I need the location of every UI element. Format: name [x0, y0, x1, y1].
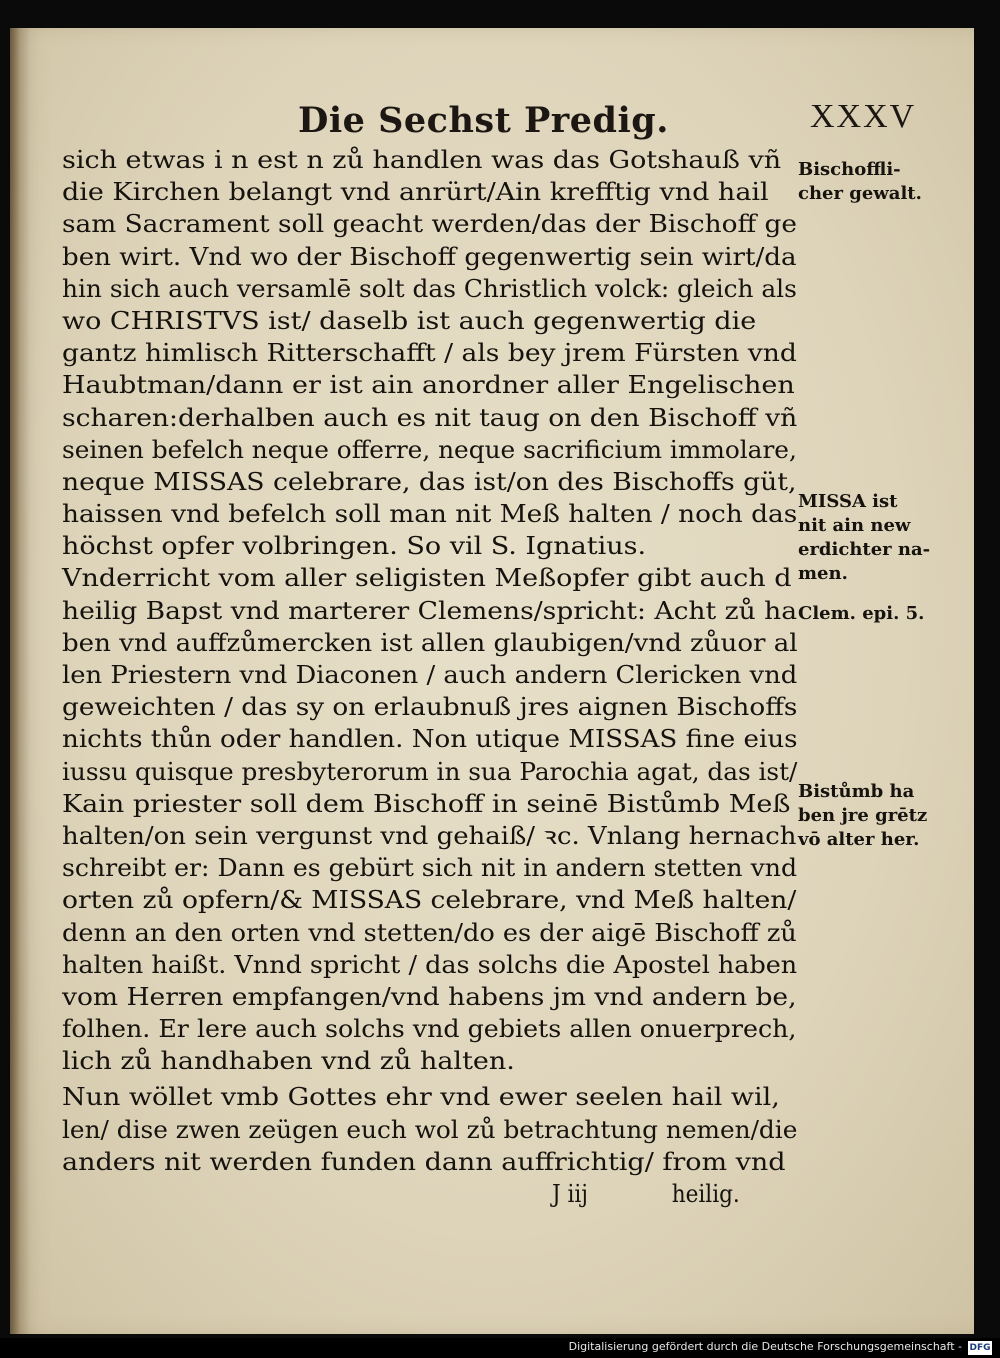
book-page [10, 28, 974, 1334]
text-line: denn an den orten vnd stetten/do es der aigē Bischoff zů [62, 918, 797, 947]
marginal-note-text: MISSA ist nit ain new erdichter na- men. [798, 491, 931, 584]
catchword-line [62, 1178, 802, 1210]
text-line: halten/on sein vergunst vnd gehaiß/ ꝛc. Vnlang hernach [62, 821, 797, 850]
signature-mark: J iij [552, 1180, 588, 1208]
text-line: gantz himlisch Ritterschafft / als bey jrem Fürsten vnd [62, 339, 797, 368]
folio-number: XXXV [810, 98, 917, 135]
text-line: höchst opfer volbringen. So vil S. Ignatius. [62, 532, 647, 561]
text-line: hin sich auch versamlē solt das Christlich volck: gleich als [62, 274, 797, 303]
text-line: anders nit werden funden dann auffrichtig/ from vnd [62, 1147, 786, 1176]
text-line: seinen befelch neque offerre, neque sacrificium immolare, [62, 435, 797, 464]
text-line: heilig Bapst vnd marterer Clemens/spricht: Acht zů ha [62, 596, 798, 625]
funding-credit: Digitalisierung gefördert durch die Deutsche Forschungsgemeinschaft - [568, 1340, 962, 1353]
text-line: orten zů opfern/& MISSAS celebrare, vnd Meß halten/ [62, 886, 797, 915]
text-line: ben vnd auffzůmercken ist allen glaubigen/vnd zůuor al [62, 628, 798, 657]
text-line: scharen:derhalben auch es nit taug on den Bischoff vñ [62, 403, 798, 432]
text-line: Kain priester soll dem Bischoff in seinē Bistůmb Meß [62, 789, 791, 818]
text-line: folhen. Er lere auch solchs vnd gebiets allen onuerprech, [62, 1015, 797, 1044]
text-line: neque MISSAS celebrare, das ist/on des Bischoffs güt, [62, 467, 797, 496]
marginal-note [798, 780, 927, 852]
footer-bar [0, 1338, 1000, 1358]
text-line: geweichten / das sy on erlaubnuß jres aignen Bischoffs [62, 693, 798, 722]
text-line: Vnderricht vom aller seligisten Meßopfer gibt auch d [62, 564, 792, 593]
marginal-note [798, 602, 924, 626]
text-line: len/ dise zwen zeügen euch wol zů betrachtung nemen/die [62, 1115, 798, 1144]
catchword: heilig. [671, 1180, 740, 1208]
marginal-note [798, 158, 922, 206]
marginal-note [798, 490, 930, 586]
marginal-note-text: Clem. epi. 5. [798, 603, 925, 624]
text-line: nichts thůn oder handlen. Non utique MISSAS fine eius [62, 725, 798, 754]
page-gutter-shadow [10, 28, 30, 1334]
running-head: Die Sechst Predig. [298, 100, 669, 141]
text-line: haissen vnd befelch soll man nit Meß halten / noch das [62, 500, 798, 529]
text-line: lich zů handhaben vnd zů halten. [62, 1047, 515, 1076]
marginal-note-text: Bischoffli- cher gewalt. [798, 159, 922, 204]
text-line: die Kirchen belangt vnd anrürt/Ain krefftig vnd hail [62, 178, 769, 207]
text-line: schreibt er: Dann es gebürt sich nit in andern stetten vnd [62, 854, 798, 883]
text-line: wo CHRISTVS ist/ daselb ist auch gegenwertig die [62, 306, 757, 335]
text-line: sich etwas i n est n zů handlen was das Gotshauß vñ [62, 146, 782, 174]
text-line: ben wirt. Vnd wo der Bischoff gegenwertig sein wirt/da [62, 242, 797, 271]
main-text-block [62, 144, 802, 1210]
dfg-logo-icon: DFG [969, 1343, 991, 1353]
text-line: sam Sacrament soll geacht werden/das der Bischoff ge [62, 210, 798, 239]
text-line: Haubtman/dann er ist ain anordner aller Engelischen [62, 371, 795, 400]
text-line: Nun wöllet vmb Gottes ehr vnd ewer seelen hail wil, [62, 1083, 780, 1112]
text-line: halten haißt. Vnnd spricht / das solchs die Apostel haben [62, 950, 798, 979]
text-line: iussu quisque presbyterorum in sua Parochia agat, das ist/ [62, 757, 798, 786]
text-line: vom Herren empfangen/vnd habens jm vnd andern be, [62, 982, 797, 1011]
marginal-note-text: Bistůmb ha ben jre grētz vō alter her. [798, 781, 928, 850]
text-line: len Priestern vnd Diaconen / auch andern Clericken vnd [62, 661, 798, 689]
